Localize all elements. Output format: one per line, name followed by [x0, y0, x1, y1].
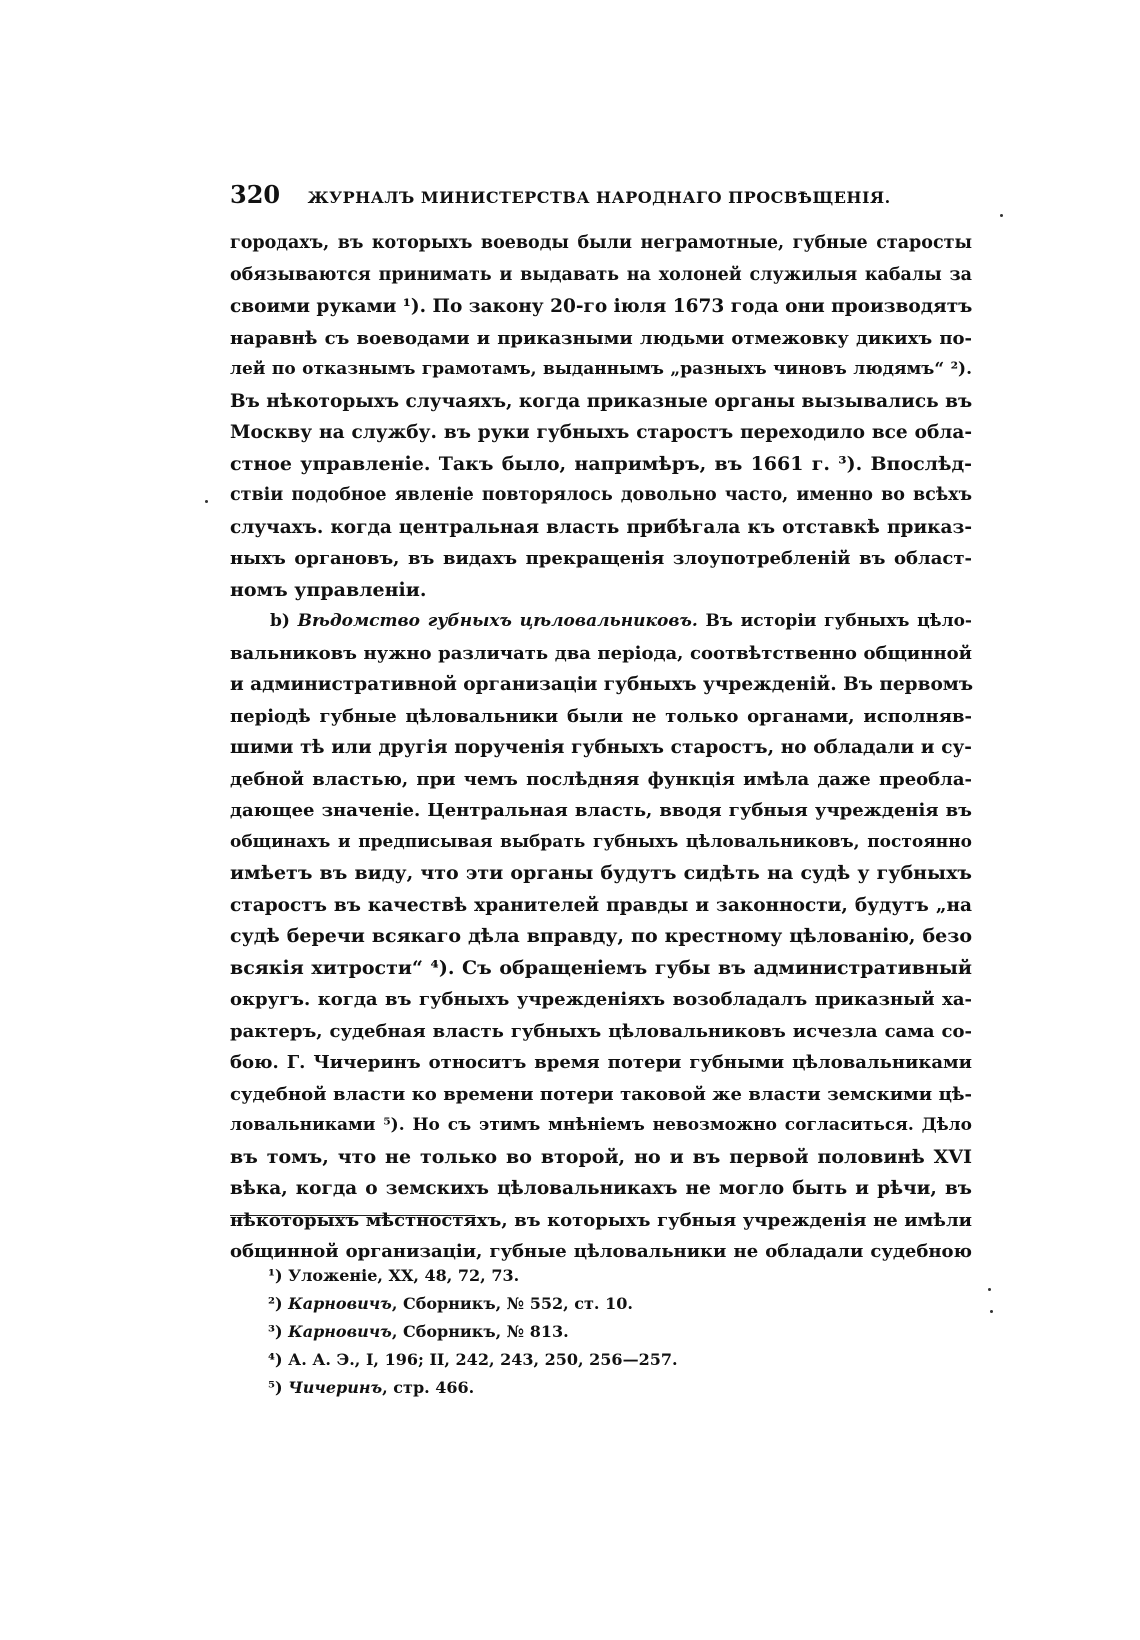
- footnote-5: ⁵) Чичеринъ, стр. 466.: [268, 1378, 475, 1397]
- text-line: дающее значеніе. Центральная власть, вводя губныя учрежденія въ: [230, 800, 972, 821]
- main-text: [230, 228, 972, 1268]
- text-line: случахъ. когда центральная власть прибѣгала къ отставкѣ приказ-: [230, 516, 972, 538]
- footnote-4: ⁴) А. А. Э., I, 196; II, 242, 243, 250, 256—257.: [268, 1350, 678, 1369]
- section-marker: b): [270, 611, 290, 631]
- text-line: наравнѣ съ воеводами и приказными людьми отмежовку дикихъ по-: [230, 327, 972, 349]
- footnotes: [268, 1262, 868, 1402]
- text-line: вальниковъ нужно различать два періода, соотвѣтственно общинной: [230, 642, 972, 664]
- text-line: Въ нѣкоторыхъ случаяхъ, когда приказные органы вызывались въ: [230, 390, 973, 412]
- text-line: обязываются принимать и выдавать на холоней служилыя кабалы за: [230, 264, 972, 285]
- scan-speck: [988, 1288, 991, 1291]
- section-heading-line: [230, 606, 972, 638]
- text-line: общинахъ и предписывая выбрать губныхъ цѣловальниковъ, постоянно: [230, 831, 972, 852]
- text-line: нѣкоторыхъ мѣстностяхъ, въ которыхъ губныя учрежденія не имѣли: [230, 1209, 972, 1231]
- text-line: общинной организаціи, губные цѣловальники не обладали судебною: [230, 1241, 972, 1262]
- text-line: періодѣ губные цѣловальники были не только органами, исполняв-: [230, 705, 972, 727]
- text-line: городахъ, въ которыхъ воеводы были неграмотные, губные старосты: [230, 233, 972, 253]
- footnote-2: ²) Карновичъ, Сборникъ, № 552, ст. 10.: [268, 1294, 633, 1313]
- footnote-separator: [230, 1215, 475, 1216]
- text-line: имѣетъ въ виду, что эти органы будутъ сидѣть на судѣ у губныхъ: [230, 862, 972, 884]
- section-heading: Вѣдомство губныхъ цѣловальниковъ.: [297, 611, 698, 631]
- scan-speck: [205, 500, 208, 503]
- text-line: ствіи подобное явленіе повторялось довольно часто, именно во всѣхъ: [230, 485, 972, 505]
- page-number: 320: [230, 180, 281, 209]
- section-first-line: Въ исторіи губныхъ цѣло-: [705, 611, 972, 631]
- scan-speck: [1000, 214, 1003, 217]
- text-line: дебной властью, при чемъ послѣдняя функція имѣла даже преобла-: [230, 768, 972, 790]
- text-line: въ томъ, что не только во второй, но и въ первой половинѣ XVI: [230, 1145, 972, 1168]
- text-line: своими руками ¹). По закону 20-го іюля 1673 года они производятъ: [230, 296, 973, 317]
- text-line: округъ. когда въ губныхъ учрежденіяхъ возобладалъ приказный ха-: [230, 989, 972, 1010]
- running-header: [230, 180, 990, 209]
- footnote-3: ³) Карновичъ, Сборникъ, № 813.: [268, 1322, 569, 1341]
- text-line: номъ управленіи.: [230, 578, 427, 601]
- text-line: шими тѣ или другія порученія губныхъ старостъ, но обладали и су-: [230, 737, 972, 758]
- footnote-1: ¹) Уложеніе, XX, 48, 72, 73.: [268, 1266, 520, 1285]
- text-line: рактеръ, судебная власть губныхъ цѣловальниковъ исчезла сама со-: [230, 1020, 972, 1042]
- text-line: бою. Г. Чичеринъ относитъ время потери губными цѣловальниками: [230, 1052, 972, 1073]
- scan-speck: [990, 1310, 993, 1313]
- text-line: ловальниками ⁵). Но съ этимъ мнѣніемъ невозможно согласиться. Дѣло: [230, 1115, 972, 1135]
- text-line: старостъ въ качествѣ хранителей правды и законности, будутъ „на: [230, 894, 972, 916]
- text-line: всякія хитрости“ ⁴). Съ обращеніемъ губы въ административный: [230, 956, 972, 979]
- text-line: лей по отказнымъ грамотамъ, выданнымъ „разныхъ чиновъ людямъ“ ²).: [230, 359, 972, 379]
- text-line: вѣка, когда о земскихъ цѣловальникахъ не могло быть и рѣчи, въ: [230, 1178, 972, 1199]
- text-line: судѣ беречи всякаго дѣла вправду, по крестному цѣлованію, безо: [230, 925, 972, 947]
- journal-title: ЖУРНАЛЪ МИНИСТЕРСТВА НАРОДНАГО ПРОСВѢЩЕНІЯ.: [307, 188, 891, 207]
- text-line: ныхъ органовъ, въ видахъ прекращенія злоупотребленій въ област-: [230, 548, 972, 569]
- text-line: стное управленіе. Такъ было, напримѣръ, въ 1661 г. ³). Впослѣд-: [230, 452, 972, 475]
- text-line: и административной организаціи губныхъ учрежденій. Въ первомъ: [230, 674, 974, 695]
- text-line: судебной власти ко времени потери таковой же власти земскими цѣ-: [230, 1083, 972, 1105]
- text-line: Москву на службу. въ руки губныхъ старостъ переходило все обла-: [230, 422, 972, 443]
